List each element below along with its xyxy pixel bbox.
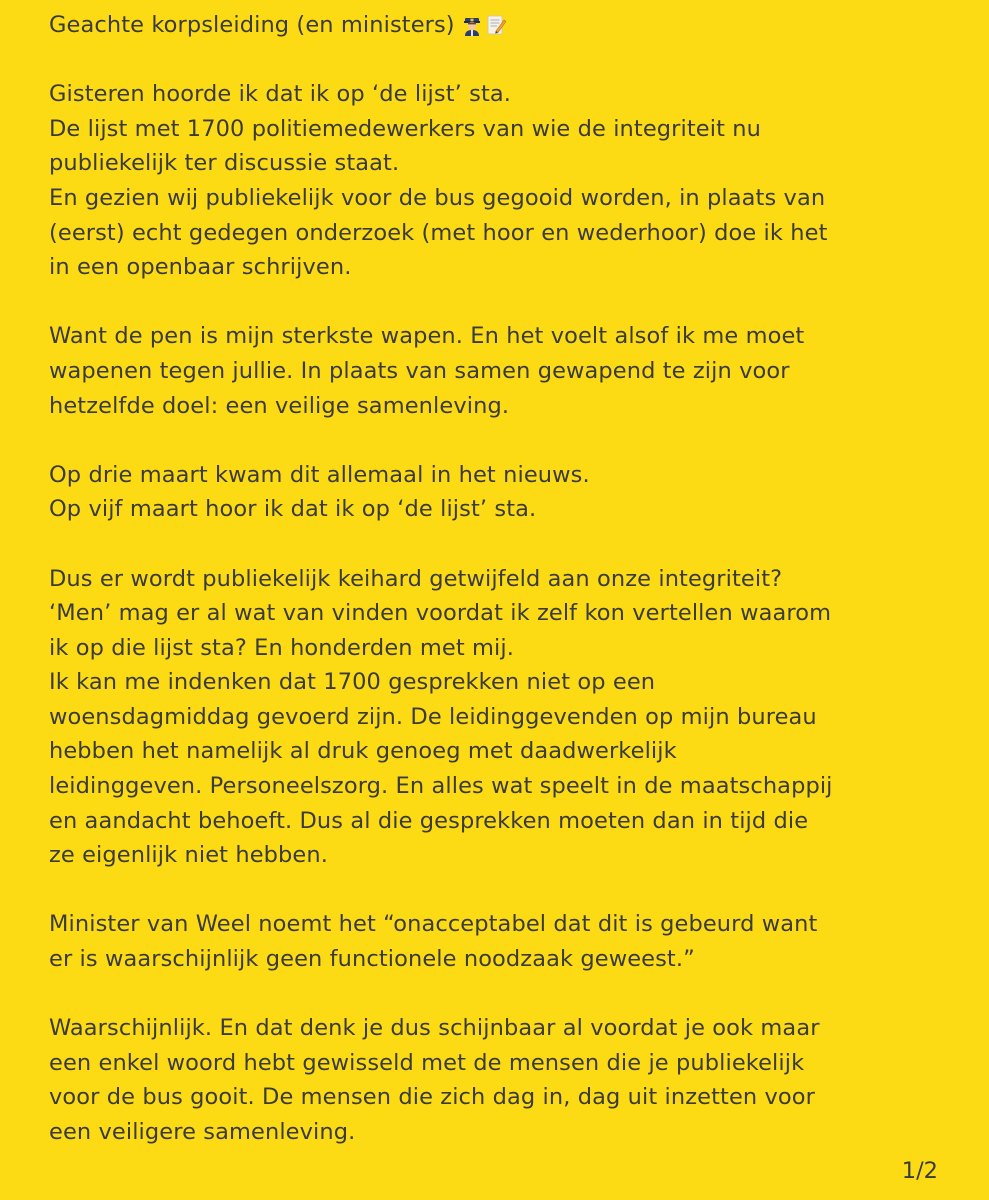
- spacer: [49, 423, 949, 458]
- salutation: Geachte korpsleiding (en ministers): [49, 12, 455, 38]
- text-line: er is waarschijnlijk geen functionele noodzaak geweest.”: [49, 946, 695, 973]
- text-line: hetzelfde doel: een veilige samenleving.: [49, 392, 510, 419]
- text-line: Op vijf maart hoor ik dat ik op ‘de lijst’ sta.: [49, 496, 537, 523]
- text-line: ‘Men’ mag er al wat van vinden voordat ik zelf kon vertellen waarom: [49, 600, 832, 627]
- text-line: Gisteren hoorde ik dat ik op ‘de lijst’ sta.: [49, 81, 512, 108]
- text-line: Op drie maart kwam dit allemaal in het nieuws.: [49, 461, 590, 488]
- spacer: [49, 43, 949, 78]
- text-line: een enkel woord hebt gewisseld met de mensen die je publiekelijk: [49, 1049, 805, 1076]
- text-line: En gezien wij publiekelijk voor de bus gegooid worden, in plaats van: [49, 184, 826, 211]
- text-line: Want de pen is mijn sterkste wapen. En het voelt alsof ik me moet: [49, 323, 805, 350]
- text-line: hebben het namelijk al druk genoeg met daadwerkelijk: [49, 738, 677, 765]
- spacer: [49, 285, 949, 320]
- police-officer-icon: [461, 14, 483, 36]
- text-line: publiekelijk ter discussie staat.: [49, 150, 400, 177]
- text-line: een veiligere samenleving.: [49, 1119, 356, 1145]
- text-line: Waarschijnlijk. En dat denk je dus schijnbaar al voordat je ook maar: [49, 1015, 820, 1042]
- paragraph: [49, 458, 949, 527]
- memo-icon: [485, 14, 507, 36]
- salutation-line: [49, 8, 949, 43]
- text-line: Minister van Weel noemt het “onacceptabel dat dit is gebeurd want: [49, 911, 818, 938]
- text-line: woensdagmiddag gevoerd zijn. De leidinggevenden op mijn bureau: [49, 703, 817, 730]
- paragraph: [49, 1011, 949, 1149]
- text-line: ik op die lijst sta? En honderden met mij.: [49, 634, 514, 661]
- paragraph: [49, 562, 949, 873]
- text-line: voor de bus gooit. De mensen die zich dag in, dag uit inzetten voor: [49, 1084, 815, 1111]
- spacer: [49, 977, 949, 1012]
- paragraph: [49, 907, 949, 976]
- spacer: [49, 527, 949, 562]
- paragraph: [49, 77, 949, 285]
- spacer: [49, 873, 949, 908]
- text-line: wapenen tegen jullie. In plaats van samen gewapend te zijn voor: [49, 357, 790, 384]
- text-line: De lijst met 1700 politiemedewerkers van wie de integriteit nu: [49, 115, 761, 142]
- text-line: in een openbaar schrijven.: [49, 254, 352, 281]
- text-line: ze eigenlijk niet hebben.: [49, 842, 328, 869]
- page-number: 1/2: [901, 1158, 938, 1184]
- paragraph: [49, 319, 949, 423]
- text-line: leidinggeven. Personeelszorg. En alles wat speelt in de maatschappij: [49, 773, 833, 800]
- text-line: en aandacht behoeft. Dus al die gesprekken moeten dan in tijd die: [49, 807, 809, 834]
- text-line: Ik kan me indenken dat 1700 gesprekken niet op een: [49, 669, 656, 696]
- text-line: (eerst) echt gedegen onderzoek (met hoor en wederhoor) doe ik het: [49, 219, 828, 246]
- text-line: Dus er wordt publiekelijk keihard getwijfeld aan onze integriteit?: [49, 565, 783, 592]
